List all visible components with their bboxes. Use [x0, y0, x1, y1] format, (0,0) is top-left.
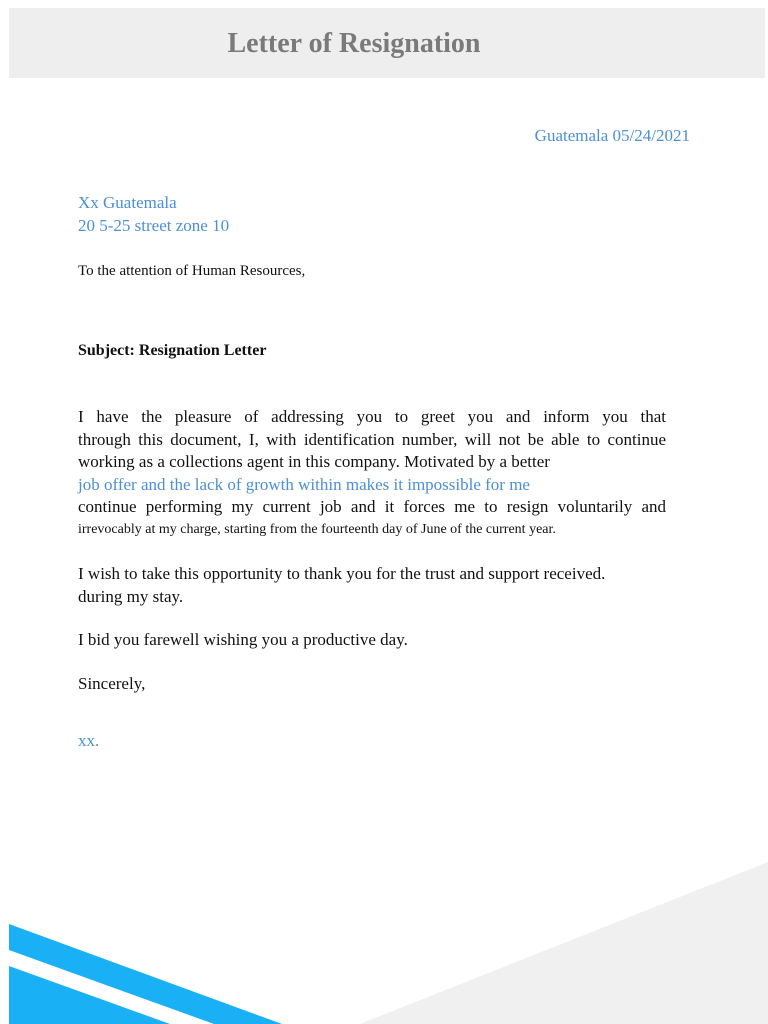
paragraph-1-line-2: through this document, I, with identification number, will not be able to continue — [78, 429, 666, 449]
paragraph-2-line-1: I wish to take this opportunity to thank you for the trust and support received. — [78, 564, 606, 583]
paragraph-1-line-6: irrevocably at my charge, starting from the fourteenth day of June of the current year. — [78, 521, 556, 537]
footer-gray-shape — [360, 862, 768, 1024]
date-line: Guatemala 05/24/2021 — [534, 126, 690, 145]
paragraph-1-line-1: I have the pleasure of addressing you to greet you and inform you that — [78, 407, 666, 426]
page-title: Letter of Resignation — [227, 28, 481, 59]
signature: xx. — [78, 731, 100, 750]
attention-line: To the attention of Human Resources, — [78, 263, 306, 279]
paragraph-1-line-3: working as a collections agent in this company. Motivated by a better — [78, 452, 550, 471]
subject-line: Subject: Resignation Letter — [78, 342, 267, 359]
address-line-1: Xx Guatemala — [78, 193, 177, 212]
paragraph-1-highlight: job offer and the lack of growth within makes it impossible for me — [78, 474, 530, 494]
body-paragraph-3: I bid you farewell wishing you a productive day. — [78, 630, 408, 649]
address-line-2: 20 5-25 street zone 10 — [78, 216, 230, 235]
closing: Sincerely, — [78, 674, 146, 693]
paragraph-1-line-5: continue performing my current job and it forces me to resign voluntarily and — [78, 497, 666, 516]
paragraph-2-line-2: during my stay. — [78, 586, 184, 606]
